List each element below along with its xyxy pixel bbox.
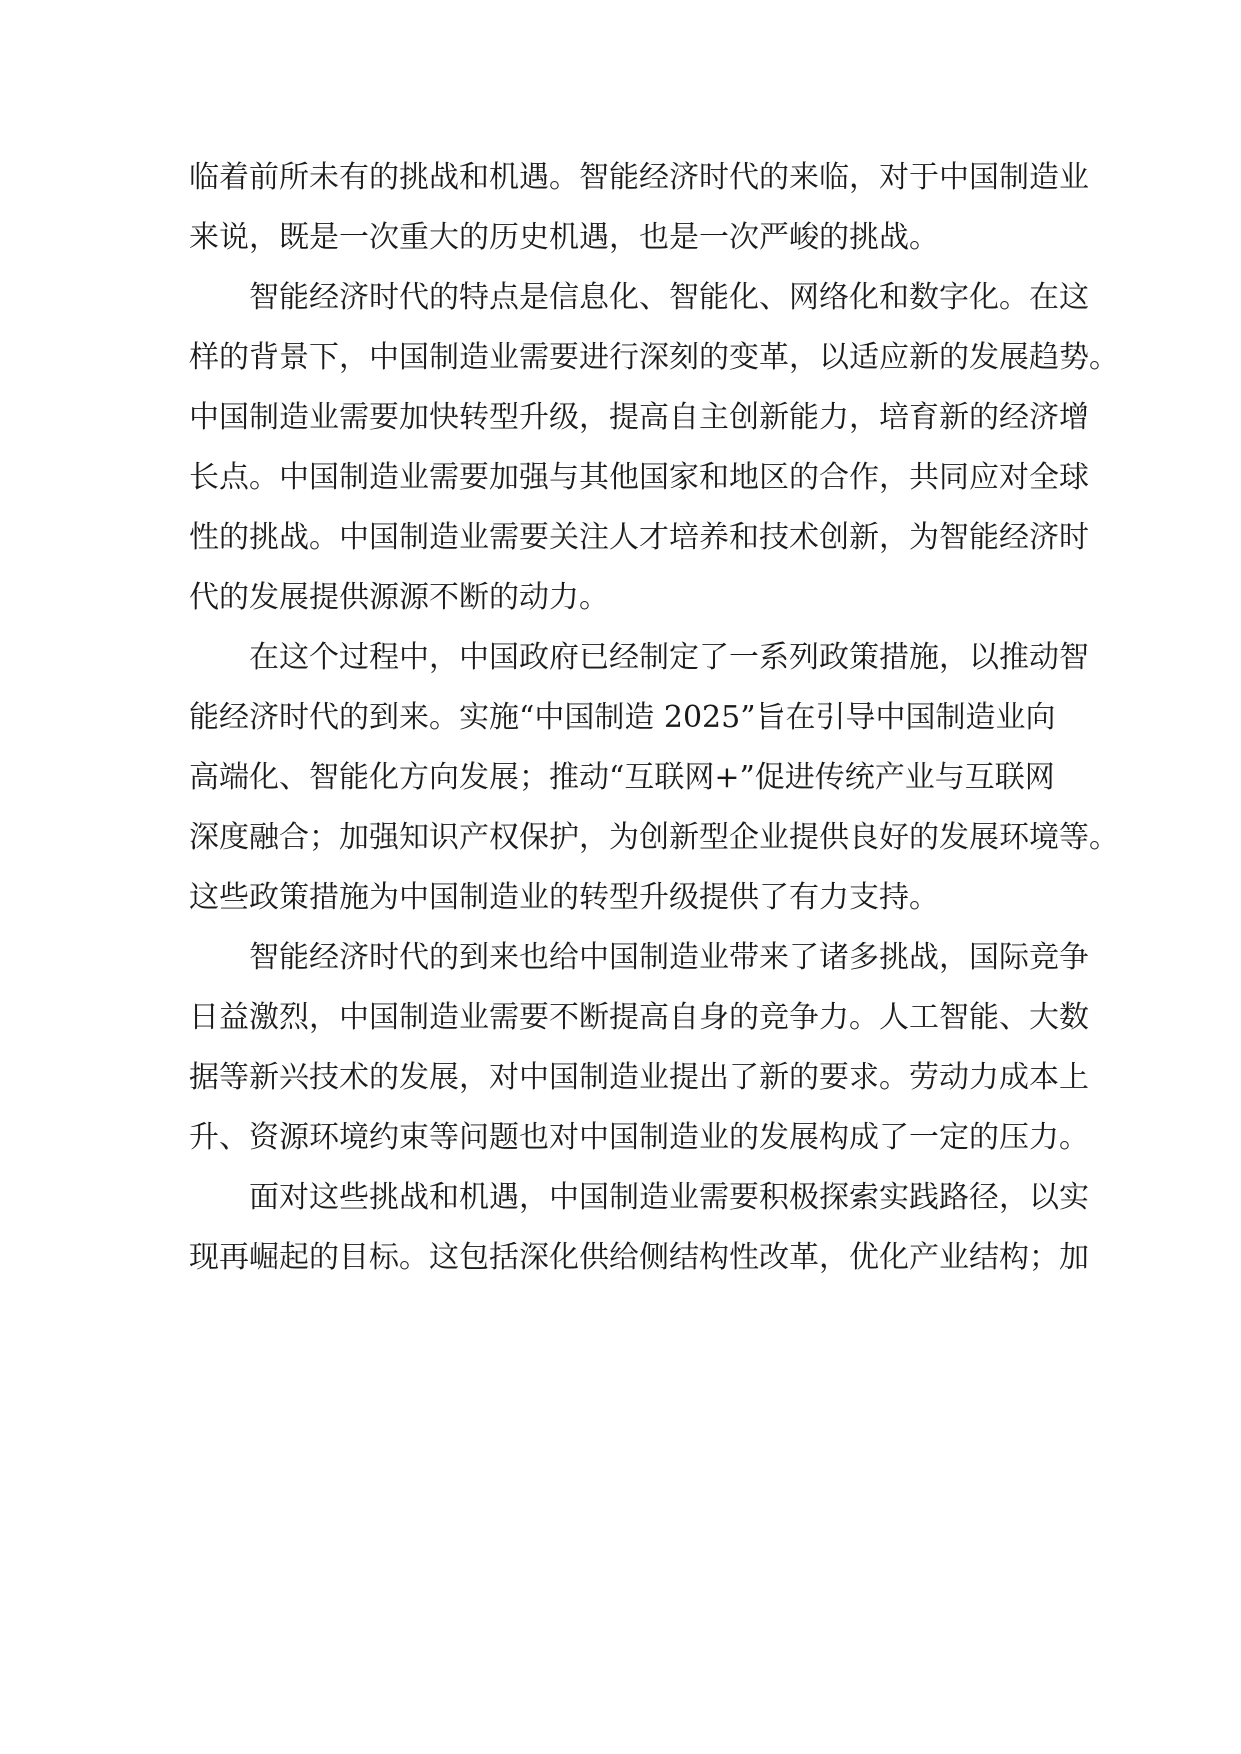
text-line: 中国制造业需要加快转型升级，提高自主创新能力，培育新的经济增 — [189, 400, 1089, 435]
text-line: 代的发展提供源源不断的动力。 — [189, 580, 609, 615]
text-line: 临着前所未有的挑战和机遇。智能经济时代的来临，对于中国制造业 — [189, 160, 1089, 195]
text-line: 面对这些挑战和机遇，中国制造业需要积极探索实践路径，以实 — [249, 1180, 1089, 1215]
text-line: 日益激烈，中国制造业需要不断提高自身的竞争力。人工智能、大数 — [189, 1000, 1089, 1035]
text-line: 现再崛起的目标。这包括深化供给侧结构性改革，优化产业结构；加 — [189, 1240, 1089, 1275]
text-line: 来说，既是一次重大的历史机遇，也是一次严峻的挑战。 — [189, 220, 939, 255]
text-line: 据等新兴技术的发展，对中国制造业提出了新的要求。劳动力成本上 — [189, 1060, 1089, 1095]
text-line: 智能经济时代的特点是信息化、智能化、网络化和数字化。在这 — [249, 280, 1089, 315]
body-text — [189, 148, 1119, 1288]
text-line: 这些政策措施为中国制造业的转型升级提供了有力支持。 — [189, 880, 939, 915]
text-line: 深度融合；加强知识产权保护，为创新型企业提供良好的发展环境等。 — [189, 820, 1119, 855]
text-line: 能经济时代的到来。实施“中国制造 2025”旨在引导中国制造业向 — [189, 700, 1056, 735]
text-line: 升、资源环境约束等问题也对中国制造业的发展构成了一定的压力。 — [189, 1120, 1089, 1155]
text-line: 样的背景下，中国制造业需要进行深刻的变革，以适应新的发展趋势。 — [189, 340, 1119, 375]
text-line: 长点。中国制造业需要加强与其他国家和地区的合作，共同应对全球 — [189, 460, 1089, 495]
text-line: 高端化、智能化方向发展；推动“互联网+”促进传统产业与互联网 — [189, 760, 1055, 795]
text-line: 在这个过程中，中国政府已经制定了一系列政策措施，以推动智 — [249, 640, 1089, 675]
text-line: 性的挑战。中国制造业需要关注人才培养和技术创新，为智能经济时 — [189, 520, 1089, 555]
text-line: 智能经济时代的到来也给中国制造业带来了诸多挑战，国际竞争 — [249, 940, 1089, 975]
